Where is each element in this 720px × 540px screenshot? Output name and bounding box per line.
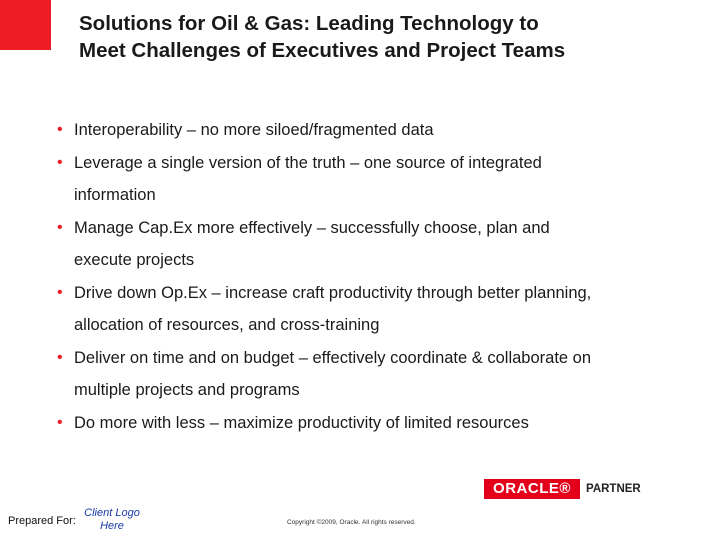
bullet-item: [57, 407, 677, 440]
red-accent-square: [0, 0, 51, 50]
client-logo-placeholder: [80, 507, 144, 533]
bullet-item: [57, 114, 677, 147]
partner-label: PARTNER: [586, 483, 641, 495]
client-logo-line-1: Client Logo: [84, 507, 140, 519]
slide-title-line-2: Meet Challenges of Executives and Project Teams: [79, 39, 566, 62]
slide-title: [79, 10, 699, 64]
bullet-item: [57, 212, 677, 277]
bullet-text-continuation: multiple projects and programs: [74, 381, 300, 399]
bullet-text-continuation: information: [74, 186, 156, 204]
bullet-text: Leverage a single version of the truth – one source of integrated: [74, 153, 542, 172]
bullet-text: Do more with less – maximize productivity of limited resources: [74, 413, 529, 432]
bullet-item: [57, 147, 677, 212]
slide-title-line-1: Solutions for Oil & Gas: Leading Technology to: [79, 12, 539, 35]
bullet-item: [57, 342, 677, 407]
prepared-for-label: Prepared For:: [8, 515, 76, 527]
bullet-item: [57, 277, 677, 342]
bullet-text: Interoperability – no more siloed/fragmented data: [74, 121, 434, 139]
bullet-text-continuation: allocation of resources, and cross-training: [74, 316, 380, 334]
bullet-text-continuation: execute projects: [74, 251, 195, 269]
bullet-text: Deliver on time and on budget – effectively coordinate & collaborate on: [74, 348, 592, 367]
copyright-notice: Copyright ©2009, Oracle. All rights reserved.: [287, 519, 416, 526]
client-logo-line-2: Here: [100, 520, 124, 532]
bullet-list: [57, 114, 677, 439]
oracle-logo: ORACLE®: [484, 479, 580, 499]
bullet-text: Drive down Op.Ex – increase craft productivity through better planning,: [74, 283, 592, 302]
bullet-text: Manage Cap.Ex more effectively – successfully choose, plan and: [74, 218, 550, 237]
